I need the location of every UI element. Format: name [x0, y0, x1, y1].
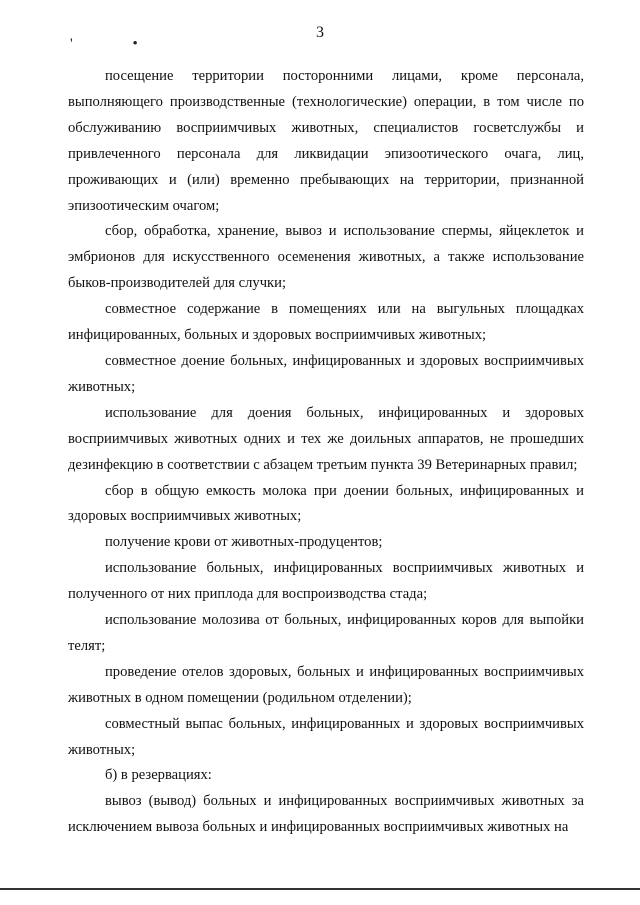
document-body	[68, 64, 584, 841]
bottom-rule	[0, 888, 640, 890]
paragraph: использование молозива от больных, инфицированных коров для выпойки телят;	[68, 612, 584, 654]
section-heading: б) в резервациях:	[105, 767, 212, 784]
scan-marks: ' •	[70, 36, 166, 52]
paragraph: использование для доения больных, инфицированных и здоровых восприимчивых животных одних и тех же доильных аппаратов, не прошедших дезинфекцию в соответствии с абзацем третьим пункта 39 Ветеринарных правил;	[68, 404, 584, 473]
page-number: 3	[316, 24, 324, 41]
paragraph: посещение территории посторонними лицами, кроме персонала, выполняющего производственные (технологические) операции, в том числе по обслуживанию восприимчивых животных, специалистов госветслужбы и привлеченного персонала для ликвидации эпизоотического очага, лиц, проживающих и (или) временно пребывающих на территории, признанной эпизоотическим очагом;	[68, 68, 584, 214]
paragraph: совместный выпас больных, инфицированных и здоровых восприимчивых животных;	[68, 715, 584, 758]
paragraph: совместное содержание в помещениях или на выгульных площадках инфицированных, больных и здоровых восприимчивых животных;	[68, 301, 584, 344]
paragraph: использование больных, инфицированных восприимчивых животных и полученного от них приплода для воспроизводства стада;	[68, 560, 584, 603]
paragraph: проведение отелов здоровых, больных и инфицированных восприимчивых животных в одном помещении (родильном отделении);	[68, 663, 584, 706]
paragraph: сбор в общую емкость молока при доении больных, инфицированных и здоровых восприимчивых животных;	[68, 482, 584, 525]
paragraph: совместное доение больных, инфицированных и здоровых восприимчивых животных;	[68, 352, 584, 395]
paragraph: сбор, обработка, хранение, вывоз и использование спермы, яйцеклеток и эмбрионов для искусственного осеменения животных, а также использование быков-производителей для случки;	[68, 223, 584, 292]
paragraph: получение крови от животных-продуцентов;	[105, 534, 383, 551]
paragraph: вывоз (вывод) больных и инфицированных восприимчивых животных за исключением вывоза больных и инфицированных восприимчивых животных на	[68, 793, 584, 836]
